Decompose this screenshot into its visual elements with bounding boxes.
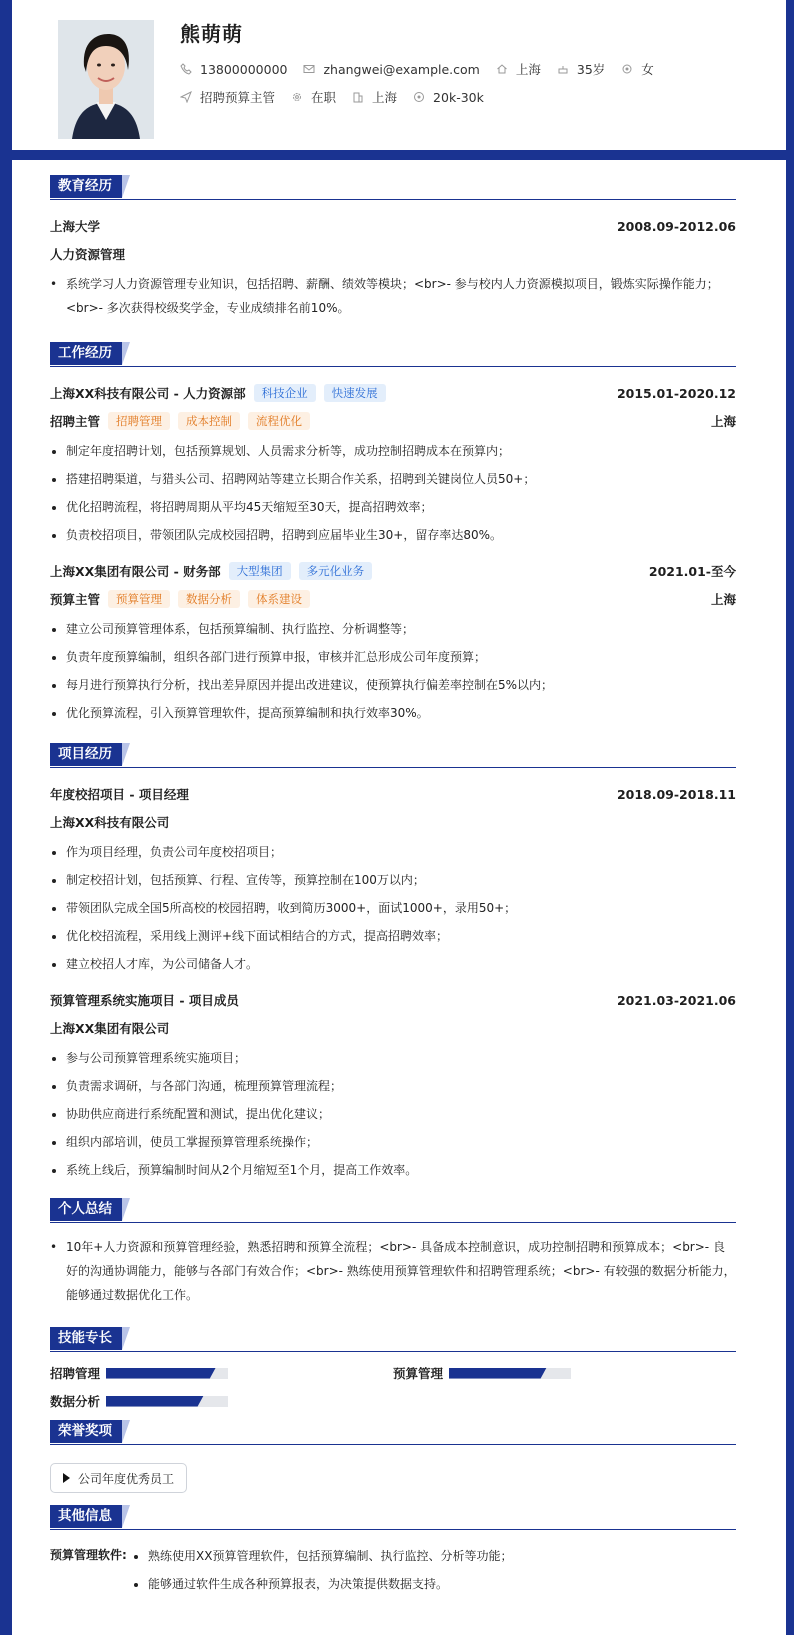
- awards-section: [50, 1420, 736, 1505]
- company-tag: 快速发展: [324, 384, 386, 402]
- work-location: 上海: [710, 414, 736, 429]
- list-item: • 负责校招项目，带领团队完成校园招聘，招聘到应届毕业生30+，留存率达80%。: [66, 521, 736, 549]
- work-city-value: 上海: [372, 90, 398, 105]
- education-period: 2008.09-2012.06: [616, 218, 736, 234]
- project-item: [50, 986, 736, 1184]
- company-tag: 科技企业: [254, 384, 316, 402]
- home-icon: [496, 63, 508, 75]
- section-title: 荣誉奖项: [50, 1420, 122, 1443]
- company-name: 上海XX集团有限公司 - 财务部: [50, 564, 221, 579]
- summary-section: [50, 1198, 736, 1307]
- skill-name: 招聘管理: [50, 1366, 101, 1381]
- skill-tag: 数据分析: [178, 590, 240, 608]
- work-item: [50, 557, 736, 727]
- projects-section: [50, 743, 736, 1184]
- section-title: 教育经历: [50, 175, 122, 198]
- skill-bar: [449, 1368, 571, 1379]
- list-item: • 制定校招计划，包括预算、行程、宣传等，预算控制在100万以内；: [66, 866, 736, 894]
- list-item: • 系统上线后，预算编制时间从2个月缩短至1个月，提高工作效率。: [66, 1156, 736, 1184]
- education-desc: • 系统学习人力资源管理专业知识，包括招聘、薪酬、绩效等模块；<br>- 参与校内人力资源模拟项目，锻炼实际操作能力；<br>- 多次获得校级奖学金，专业成绩排名前10%。: [50, 272, 736, 320]
- gear-icon: [291, 91, 303, 103]
- project-name: 预算管理系统实施项目 - 项目成员: [50, 993, 239, 1008]
- award-name: 公司年度优秀员工: [78, 1471, 175, 1486]
- skill-name: 预算管理: [393, 1366, 444, 1381]
- skill-bar-fill: [106, 1396, 204, 1407]
- gender-value: 女: [641, 62, 654, 77]
- resume-header: [12, 0, 786, 150]
- major-name: 人力资源管理: [50, 247, 126, 262]
- send-icon: [180, 91, 192, 103]
- company-tag: 多元化业务: [299, 562, 373, 580]
- work-period: 2021.01-至今: [648, 564, 736, 579]
- award-item: [50, 1463, 187, 1493]
- play-icon: [63, 1473, 70, 1483]
- skill-tag: 流程优化: [248, 412, 310, 430]
- email-value: zhangwei@example.com: [323, 61, 480, 77]
- gender-icon: [621, 63, 633, 75]
- skill-tag: 招聘管理: [108, 412, 170, 430]
- summary-text: • 10年+人力资源和预算管理经验，熟悉招聘和预算全流程；<br>- 具备成本控制意识，成功控制招聘和预算成本；<br>- 良好的沟通协调能力，能够与各部门有效合作；<br>- 熟练使用预算管理软件和招聘管理系统；<br>- 有较强的数据分析能力，能够通过数据优化工作。: [50, 1235, 736, 1307]
- section-title: 项目经历: [50, 743, 122, 766]
- skill-bar-fill: [449, 1368, 547, 1379]
- job-title: 预算主管: [50, 592, 101, 607]
- list-item: • 负责年度预算编制，组织各部门进行预算申报，审核并汇总形成公司年度预算；: [66, 643, 736, 671]
- other-key: 预算管理软件:: [50, 1548, 127, 1562]
- building-icon: [352, 91, 364, 103]
- skill-item: [50, 1364, 393, 1382]
- skills-section: [50, 1327, 736, 1410]
- skill-bar: [106, 1368, 228, 1379]
- list-item: • 带领团队完成全国5所高校的校园招聘，收到简历3000+，面试1000+，录用50+；: [66, 894, 736, 922]
- section-title: 技能专长: [50, 1327, 122, 1350]
- list-item: • 参与公司预算管理系统实施项目；: [66, 1044, 736, 1072]
- salary-icon: [413, 91, 425, 103]
- job-row: [180, 88, 500, 106]
- skill-bar-fill: [106, 1368, 216, 1379]
- section-title: 其他信息: [50, 1505, 122, 1528]
- resume-content: [50, 175, 736, 1598]
- section-title: 工作经历: [50, 342, 122, 365]
- skill-name: 数据分析: [50, 1394, 101, 1409]
- list-item: • 建立校招人才库，为公司储备人才。: [66, 950, 736, 978]
- work-section: [50, 342, 736, 727]
- list-item: • 作为项目经理，负责公司年度校招项目；: [66, 838, 736, 866]
- city-value: 上海: [515, 62, 541, 77]
- skill-bar: [106, 1396, 228, 1407]
- skill-tag: 体系建设: [248, 590, 310, 608]
- section-title: 个人总结: [50, 1198, 122, 1221]
- project-org: 上海XX科技有限公司: [50, 815, 170, 830]
- age-value: 35岁: [576, 62, 606, 77]
- skill-item: [393, 1364, 736, 1382]
- list-item: • 优化预算流程，引入预算管理软件，提高预算编制和执行效率30%。: [66, 699, 736, 727]
- company-tag: 大型集团: [229, 562, 291, 580]
- education-section: [50, 175, 736, 320]
- avatar: [58, 20, 154, 139]
- salary-value: 20k-30k: [433, 89, 484, 105]
- work-period: 2015.01-2020.12: [616, 385, 736, 401]
- cake-icon: [557, 63, 569, 75]
- list-item: • 优化校招流程，采用线上测评+线下面试相结合的方式，提高招聘效率；: [66, 922, 736, 950]
- list-item: • 优化招聘流程，将招聘周期从平均45天缩短至30天，提高招聘效率；: [66, 493, 736, 521]
- work-item: [50, 379, 736, 549]
- project-org: 上海XX集团有限公司: [50, 1021, 170, 1036]
- project-period: 2021.03-2021.06: [616, 992, 736, 1008]
- skill-tag: 预算管理: [108, 590, 170, 608]
- phone-icon: [180, 63, 192, 75]
- job-title: 招聘主管: [50, 414, 101, 429]
- project-period: 2018.09-2018.11: [616, 786, 736, 802]
- list-item: • 熟练使用XX预算管理软件，包括预算编制、执行监控、分析等功能；: [148, 1542, 512, 1570]
- list-item: • 建立公司预算管理体系，包括预算编制、执行监控、分析调整等；: [66, 615, 736, 643]
- list-item: • 组织内部培训，使员工掌握预算管理系统操作；: [66, 1128, 736, 1156]
- job-target-value: 招聘预算主管: [200, 90, 276, 105]
- project-name: 年度校招项目 - 项目经理: [50, 787, 189, 802]
- contact-row: [180, 60, 670, 78]
- project-item: [50, 780, 736, 978]
- status-value: 在职: [311, 90, 337, 105]
- list-item: • 能够通过软件生成各种预算报表，为决策提供数据支持。: [148, 1570, 512, 1598]
- other-section: [50, 1505, 736, 1598]
- list-item: • 制定年度招聘计划，包括预算规划、人员需求分析等，成功控制招聘成本在预算内；: [66, 437, 736, 465]
- company-name: 上海XX科技有限公司 - 人力资源部: [50, 386, 246, 401]
- skill-item: [50, 1392, 393, 1410]
- list-item: • 协助供应商进行系统配置和测试，提出优化建议；: [66, 1100, 736, 1128]
- list-item: • 搭建招聘渠道，与猎头公司、招聘网站等建立长期合作关系，招聘到关键岗位人员50+；: [66, 465, 736, 493]
- skill-tag: 成本控制: [178, 412, 240, 430]
- work-location: 上海: [710, 592, 736, 607]
- school-name: 上海大学: [50, 219, 101, 234]
- candidate-name: 熊萌萌: [180, 22, 243, 46]
- phone-value: 13800000000: [200, 61, 288, 77]
- header-band: [0, 150, 794, 160]
- email-icon: [303, 63, 315, 75]
- list-item: • 每月进行预算执行分析，找出差异原因并提出改进建议，使预算执行偏差率控制在5%以内；: [66, 671, 736, 699]
- list-item: • 负责需求调研，与各部门沟通，梳理预算管理流程；: [66, 1072, 736, 1100]
